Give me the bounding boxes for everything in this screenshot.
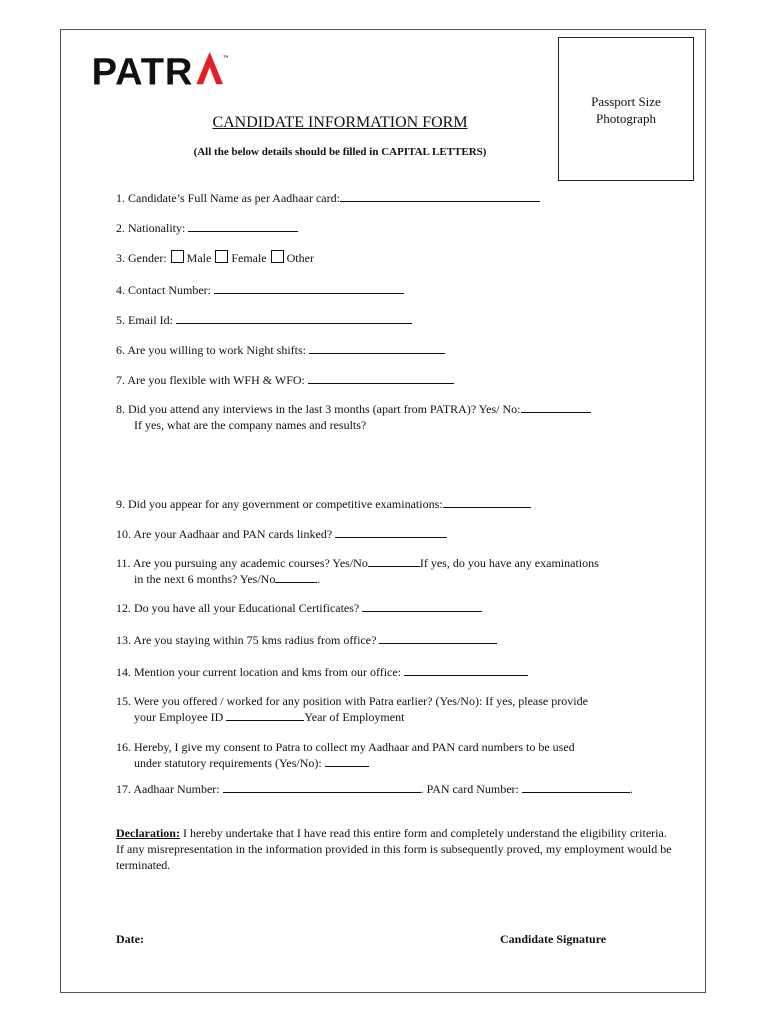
question-13 <box>116 632 497 648</box>
full-name-field[interactable] <box>340 190 540 202</box>
employee-id-field[interactable] <box>226 709 304 721</box>
gender-male-checkbox[interactable] <box>171 250 184 263</box>
question-6 <box>116 342 445 358</box>
question-11-end: . <box>317 572 321 586</box>
question-11-label: 11. Are you pursuing any academic courses? Yes/No <box>116 556 368 570</box>
academic-courses-field[interactable] <box>368 555 420 567</box>
aadhaar-pan-linked-field[interactable] <box>335 526 447 538</box>
current-location-field[interactable] <box>404 664 528 676</box>
question-5-label: 5. Email Id: <box>116 313 173 327</box>
question-13-label: 13. Are you staying within 75 kms radius from office? <box>116 633 377 647</box>
question-17-end: . <box>629 782 633 796</box>
question-14 <box>116 664 528 680</box>
photo-box-label-line2: Photograph <box>596 111 656 126</box>
question-11-line2-label: in the next 6 months? Yes/No <box>134 572 276 586</box>
night-shift-field[interactable] <box>309 342 445 354</box>
question-12 <box>116 600 482 616</box>
candidate-signature-label: Candidate Signature <box>500 932 607 946</box>
question-7 <box>116 372 454 388</box>
question-16-line2-label: under statutory requirements (Yes/No): <box>134 756 322 770</box>
question-14-label: 14. Mention your current location and kms from our office: <box>116 665 402 679</box>
question-15-employee-id-label: your Employee ID <box>134 710 224 724</box>
question-3-label: 3. Gender: <box>116 251 167 265</box>
declaration-heading: Declaration: <box>116 826 180 840</box>
question-4-label: 4. Contact Number: <box>116 283 211 297</box>
question-9-label: 9. Did you appear for any government or competitive examinations: <box>116 497 443 511</box>
aadhaar-number-label: 17. Aadhaar Number: <box>116 782 220 796</box>
declaration <box>116 825 676 873</box>
question-4 <box>116 282 404 298</box>
question-7-label: 7. Are you flexible with WFH & WFO: <box>116 373 305 387</box>
question-2 <box>116 220 298 236</box>
question-10-label: 10. Are your Aadhaar and PAN cards linked? <box>116 527 333 541</box>
question-15-year-label: Year of Employment <box>304 710 405 724</box>
contact-number-field[interactable] <box>214 282 404 294</box>
svg-text:PATR: PATR <box>91 51 194 90</box>
consent-field[interactable] <box>325 755 369 767</box>
date-label: Date: <box>116 932 144 946</box>
question-1-label: 1. Candidate’s Full Name as per Aadhaar card: <box>116 191 340 205</box>
question-1 <box>116 190 540 206</box>
certificates-field[interactable] <box>362 600 482 612</box>
gender-other-label: Other <box>286 251 314 265</box>
email-field[interactable] <box>176 312 412 324</box>
gender-other-checkbox[interactable] <box>271 250 284 263</box>
question-16: 16. Hereby, I give my consent to Patra to collect my Aadhaar and PAN card numbers to be used <box>116 740 575 754</box>
gender-female-checkbox[interactable] <box>215 250 228 263</box>
declaration-text: I hereby undertake that I have read this entire form and completely understand the eligibility criteria. If any misrepresentation in the information provided in this form is subsequently proved, my employment would be terminated. <box>116 826 672 872</box>
question-2-label: 2. Nationality: <box>116 221 186 235</box>
question-11-line2 <box>116 571 320 587</box>
patra-logo <box>88 50 238 90</box>
question-11 <box>116 555 599 571</box>
question-10 <box>116 526 447 542</box>
question-15: 15. Were you offered / worked for any position with Patra earlier? (Yes/No): If yes, please provide <box>116 694 588 708</box>
question-16-line2 <box>116 755 369 771</box>
pan-number-label: . PAN card Number: <box>420 782 519 796</box>
aadhaar-number-field[interactable] <box>223 781 421 793</box>
question-9 <box>116 496 531 512</box>
question-11-followup: If yes, do you have any examinations <box>419 556 599 570</box>
question-5 <box>116 312 412 328</box>
question-12-label: 12. Do you have all your Educational Certificates? <box>116 601 360 615</box>
competitive-exams-field[interactable] <box>443 496 531 508</box>
upcoming-exams-field[interactable] <box>275 571 317 583</box>
question-15-line2 <box>116 709 404 725</box>
form-subtitle: (All the below details should be filled in CAPITAL LETTERS) <box>193 146 487 158</box>
radius-field[interactable] <box>379 632 497 644</box>
question-8 <box>116 401 591 417</box>
question-8-followup: If yes, what are the company names and results? <box>134 418 367 432</box>
nationality-field[interactable] <box>188 220 298 232</box>
pan-number-field[interactable] <box>522 781 630 793</box>
question-3 <box>116 250 314 266</box>
photo-box-label-line1: Passport Size <box>591 94 661 109</box>
gender-male-label: Male <box>186 251 212 265</box>
form-title: CANDIDATE INFORMATION FORM <box>212 114 468 131</box>
svg-text:™: ™ <box>223 55 229 62</box>
question-8-label: 8. Did you attend any interviews in the last 3 months (apart from PATRA)? Yes/ No: <box>116 402 521 416</box>
question-17 <box>116 781 633 797</box>
question-6-label: 6. Are you willing to work Night shifts: <box>116 343 306 357</box>
gender-female-label: Female <box>231 251 267 265</box>
passport-photo-box[interactable] <box>558 37 694 181</box>
interviews-yes-no-field[interactable] <box>521 401 591 413</box>
wfh-wfo-field[interactable] <box>308 372 454 384</box>
